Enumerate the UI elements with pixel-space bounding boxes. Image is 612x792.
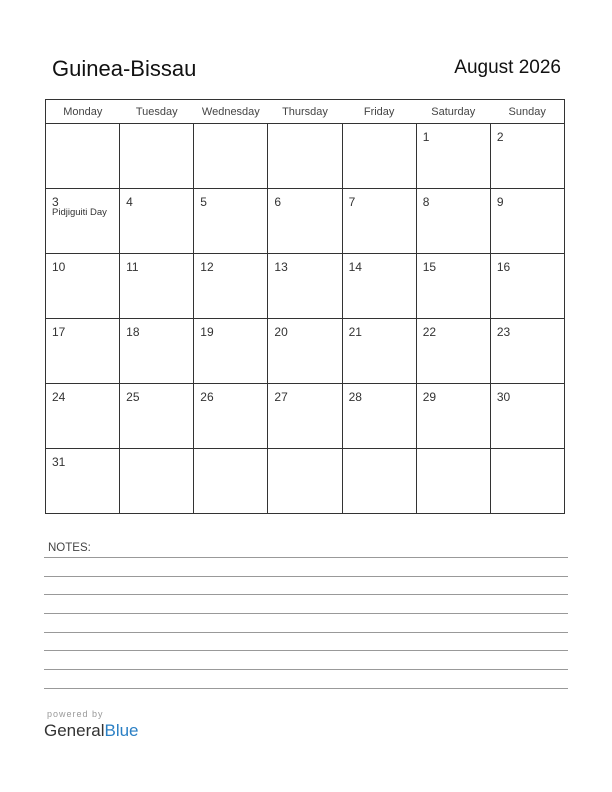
day-cell <box>120 189 194 254</box>
day-number: 10 <box>52 260 66 274</box>
week-row <box>46 319 565 384</box>
day-number: 23 <box>496 325 511 339</box>
week-row <box>46 449 565 514</box>
day-cell <box>490 254 564 319</box>
day-cell <box>342 384 416 449</box>
notes-line <box>44 688 568 689</box>
day-cell <box>268 449 342 514</box>
day-cell <box>194 384 268 449</box>
day-cell <box>268 254 342 319</box>
day-number: 27 <box>274 390 288 404</box>
day-cell <box>46 319 120 384</box>
week-row <box>46 384 565 449</box>
weekday-header: Friday <box>342 100 416 124</box>
day-cell <box>120 384 194 449</box>
day-number: 17 <box>52 325 66 339</box>
day-cell <box>194 124 268 189</box>
day-number: 3 <box>52 195 59 209</box>
day-number: 24 <box>52 390 66 404</box>
day-cell <box>194 319 268 384</box>
day-number: 26 <box>200 390 214 404</box>
day-number: 21 <box>348 325 362 339</box>
weekday-header-row <box>46 100 565 124</box>
day-cell <box>490 124 564 189</box>
day-number: 4 <box>126 195 133 209</box>
week-row <box>46 254 565 319</box>
day-cell <box>416 124 490 189</box>
day-cell <box>342 319 416 384</box>
day-number: 16 <box>496 260 511 274</box>
day-cell <box>416 384 490 449</box>
day-number: 18 <box>126 325 140 339</box>
day-number: 11 <box>126 260 139 274</box>
day-number: 15 <box>422 260 437 274</box>
day-number: 19 <box>200 325 214 339</box>
day-cell <box>268 319 342 384</box>
weekday-header: Saturday <box>416 100 490 124</box>
day-cell <box>416 319 490 384</box>
day-cell <box>490 449 564 514</box>
notes-line <box>44 650 568 651</box>
day-cell <box>120 254 194 319</box>
day-cell <box>342 254 416 319</box>
day-cell <box>268 189 342 254</box>
day-number: 22 <box>422 325 437 339</box>
day-number: 28 <box>348 390 362 404</box>
day-number: 13 <box>274 260 288 274</box>
calendar-grid <box>45 99 565 514</box>
day-cell <box>46 254 120 319</box>
powered-by-text: powered by <box>47 709 104 719</box>
day-number: 14 <box>348 260 362 274</box>
day-cell <box>194 449 268 514</box>
day-cell <box>46 384 120 449</box>
day-cell <box>46 449 120 514</box>
day-number: 8 <box>422 195 430 209</box>
notes-line <box>44 576 568 577</box>
calendar-month-title: August 2026 <box>454 57 561 78</box>
day-number: 1 <box>422 130 430 144</box>
day-cell <box>120 124 194 189</box>
notes-line <box>44 594 568 595</box>
day-cell <box>490 319 564 384</box>
day-cell <box>342 124 416 189</box>
notes-line <box>44 669 568 670</box>
weekday-header: Wednesday <box>194 100 268 124</box>
day-cell <box>416 449 490 514</box>
weekday-header: Sunday <box>490 100 564 124</box>
weekday-header: Thursday <box>268 100 342 124</box>
calendar-country-title: Guinea-Bissau <box>52 56 197 81</box>
day-cell <box>416 254 490 319</box>
notes-line <box>44 613 568 614</box>
brand-blue-text: Blue <box>104 721 139 740</box>
day-cell <box>268 384 342 449</box>
day-cell <box>46 189 120 254</box>
holiday-label: Pidjiguiti Day <box>52 207 107 218</box>
day-cell <box>46 124 120 189</box>
day-cell <box>342 449 416 514</box>
day-cell <box>490 189 564 254</box>
weekday-header: Tuesday <box>120 100 194 124</box>
day-number: 20 <box>274 325 288 339</box>
day-cell <box>194 254 268 319</box>
day-cell <box>120 449 194 514</box>
day-number: 7 <box>348 195 356 209</box>
day-number: 31 <box>52 455 66 469</box>
generalblue-logo <box>44 721 139 741</box>
day-number: 25 <box>126 390 140 404</box>
week-row <box>46 189 565 254</box>
day-number: 30 <box>496 390 511 404</box>
day-number: 12 <box>200 260 214 274</box>
week-row <box>46 124 565 189</box>
weekday-header: Monday <box>46 100 120 124</box>
day-number: 9 <box>496 195 504 209</box>
day-number: 2 <box>496 130 504 144</box>
notes-line <box>44 632 568 633</box>
day-cell <box>490 384 564 449</box>
day-cell <box>342 189 416 254</box>
day-cell <box>268 124 342 189</box>
day-cell <box>194 189 268 254</box>
day-number: 5 <box>200 195 207 209</box>
day-number: 29 <box>422 390 437 404</box>
notes-line <box>44 557 568 558</box>
day-cell <box>416 189 490 254</box>
day-cell <box>120 319 194 384</box>
brand-general-text: General <box>44 721 105 740</box>
notes-label: NOTES: <box>48 542 91 554</box>
day-number: 6 <box>274 195 282 209</box>
